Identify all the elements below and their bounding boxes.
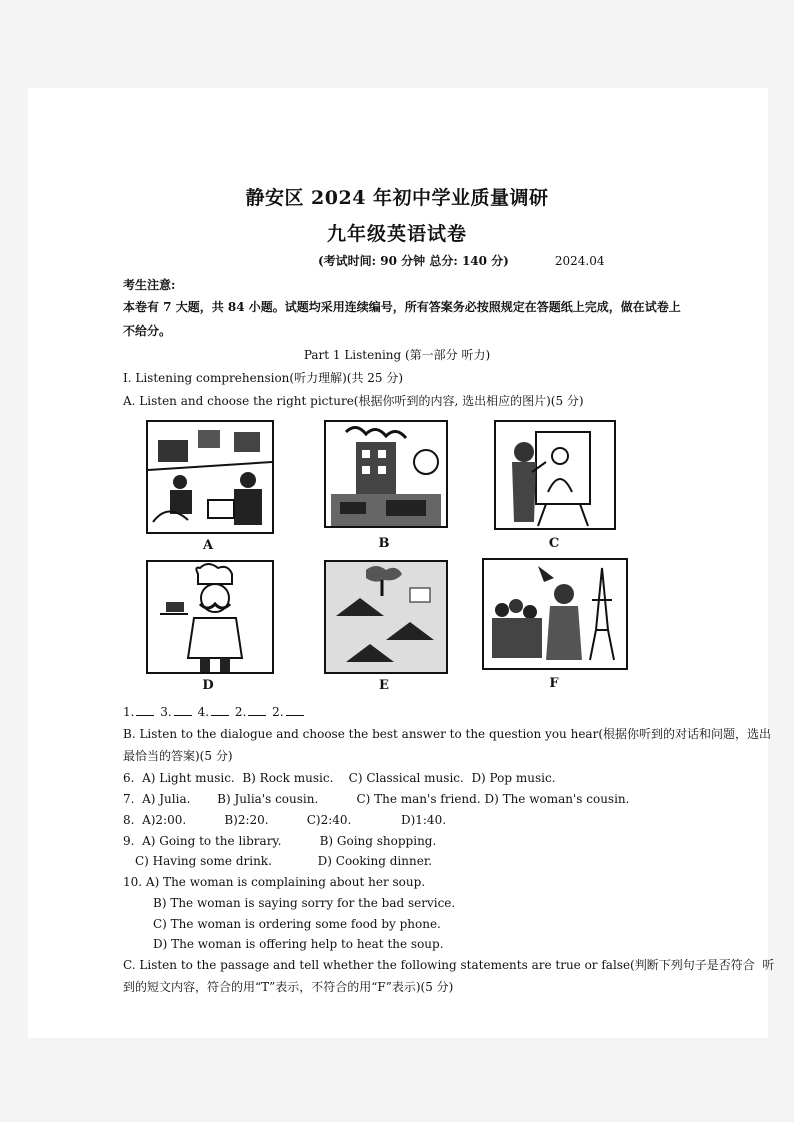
answer-blank[interactable] xyxy=(248,705,266,716)
question-7: 7. A) Julia. B) Julia's cousin. C) The man's friend. D) The woman's cousin. xyxy=(123,792,630,806)
section-c-line-2: 到的短文内容，符合的用“T”表示，不符合的用“F”表示)(5 分) xyxy=(123,980,454,994)
section-b-line-1: B. Listen to the dialogue and choose the best answer to the question you hear(根据你听到的对话和问题，选出 xyxy=(123,727,772,741)
tour-guide-icon xyxy=(484,560,626,668)
answer-slots xyxy=(123,703,306,721)
part1-title: Part 1 Listening (第一部分 听力) xyxy=(303,348,491,362)
answer-slot-1: 1. xyxy=(123,705,135,719)
answer-slot-4: 2. xyxy=(234,705,247,719)
answer-blank[interactable] xyxy=(136,705,154,716)
picture-b-label: B xyxy=(378,536,390,551)
answer-blank[interactable] xyxy=(286,705,304,716)
picture-c xyxy=(494,420,616,530)
section-c-line-1: C. Listen to the passage and tell whether the following statements are true or false(判断下列句子是否符合 听 xyxy=(123,958,775,972)
picture-e-label: E xyxy=(379,678,389,693)
question-9-line-1: 9. A) Going to the library. B) Going shopping. xyxy=(123,834,437,848)
picture-d xyxy=(146,560,274,674)
question-10-a: 10. A) The woman is complaining about her soup. xyxy=(123,875,426,889)
painter-icon xyxy=(496,422,614,528)
question-8: 8. A)2:00. B)2:20. C)2:40. D)1:40. xyxy=(123,813,447,827)
question-9-line-2: C) Having some drink. D) Cooking dinner. xyxy=(135,854,433,868)
exam-date: 2024.04 xyxy=(554,254,605,268)
exam-title: 静安区 2024 年初中学业质量调研 xyxy=(245,187,549,209)
answer-slot-3: 4. xyxy=(197,705,210,719)
answer-slot-2: 3. xyxy=(160,705,172,719)
section-b-line-2: 最恰当的答案)(5 分) xyxy=(123,749,233,763)
exam-subtitle: 九年级英语试卷 xyxy=(326,223,467,245)
exam-info xyxy=(318,252,604,269)
answer-blank[interactable] xyxy=(174,705,192,716)
snow-houses-icon xyxy=(326,562,446,672)
question-10-b: B) The woman is saying sorry for the bad service. xyxy=(153,896,456,910)
picture-c-label: C xyxy=(548,536,560,551)
notice-line-1: 本卷有 7 大题，共 84 小题。试题均采用连续编号，所有答案务必按照规定在答题纸上完成，做在试卷上 xyxy=(123,300,681,314)
burning-building-icon xyxy=(326,422,446,526)
picture-f-label: F xyxy=(549,676,559,691)
section-1-heading: I. Listening comprehension(听力理解)(共 25 分) xyxy=(123,371,404,385)
notice-line-2: 不给分。 xyxy=(123,324,172,338)
question-6: 6. A) Light music. B) Rock music. C) Classical music. D) Pop music. xyxy=(123,771,556,785)
picture-f xyxy=(482,558,628,670)
picture-d-label: D xyxy=(202,678,214,693)
answer-blank[interactable] xyxy=(211,705,229,716)
picture-b xyxy=(324,420,448,528)
exam-duration-score: (考试时间: 90 分钟 总分: 140 分) xyxy=(318,254,509,268)
picture-a xyxy=(146,420,274,534)
question-10-d: D) The woman is offering help to heat the soup. xyxy=(153,937,444,951)
picture-a-label: A xyxy=(202,538,214,553)
chef-cake-icon xyxy=(148,562,272,672)
picture-e xyxy=(324,560,448,674)
answer-slot-5: 2. xyxy=(272,705,284,719)
office-workers-icon xyxy=(148,422,272,532)
question-10-c: C) The woman is ordering some food by phone. xyxy=(153,917,441,931)
section-a-heading: A. Listen and choose the right picture(根据你听到的内容, 选出相应的图片)(5 分) xyxy=(123,394,584,408)
notice-heading: 考生注意: xyxy=(123,278,176,292)
